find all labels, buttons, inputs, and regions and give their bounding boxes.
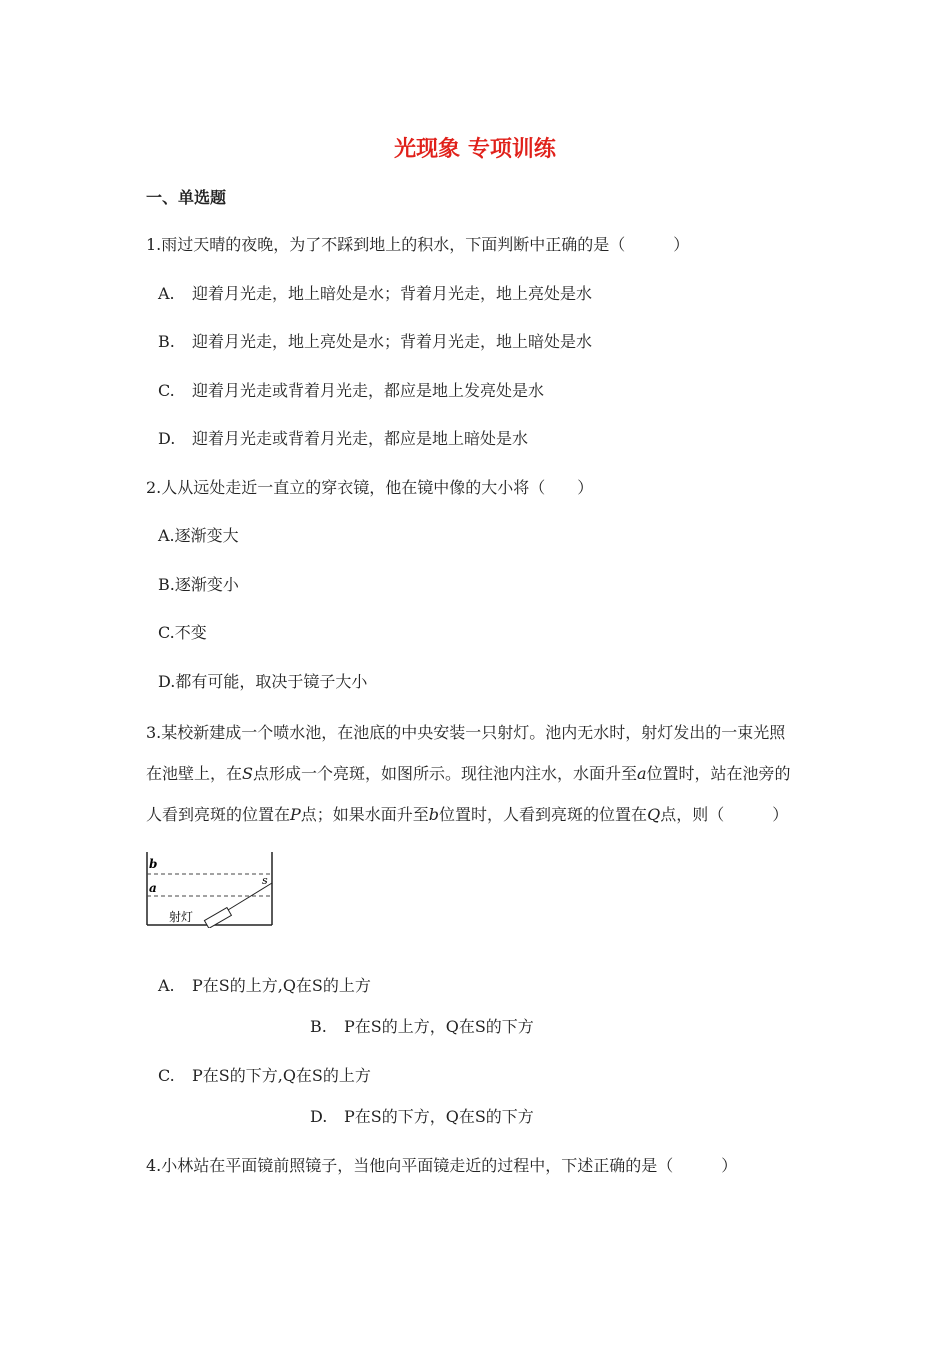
option-label: C. (158, 381, 175, 400)
page-title: 光现象 专项训练 (394, 137, 556, 162)
label-b: b (149, 857, 158, 871)
option-text: 迎着月光走或背着月光走，都应是地上发亮处是水 (192, 381, 545, 400)
question-3-line-3: 人看到亮斑的位置在P点；如果水面升至b位置时，人看到亮斑的位置在Q点，则（ ） (146, 805, 789, 824)
label-lamp: 射灯 (169, 910, 194, 924)
question-3-option-b[interactable] (310, 1017, 534, 1037)
question-3-option-d[interactable] (310, 1107, 534, 1127)
option-text: 迎着月光走，地上暗处是水；背着月光走，地上亮处是水 (192, 284, 593, 303)
question-3-option-c[interactable] (158, 1066, 371, 1086)
option-label: D. (310, 1107, 328, 1126)
option-label: D. (158, 429, 176, 448)
question-2-option-d[interactable]: D.都有可能，取决于镜子大小 (158, 672, 368, 691)
question-3-line-1: 3.某校新建成一个喷水池，在池底的中央安装一只射灯。池内无水时，射灯发出的一束光照 (146, 723, 786, 742)
question-1-stem: 1.雨过天晴的夜晚，为了不踩到地上的积水，下面判断中正确的是（ ） (146, 235, 690, 254)
option-text: P在S的下方,Q在S的上方 (192, 1066, 371, 1085)
question-1-option-b[interactable] (158, 332, 592, 352)
option-label: B. (158, 332, 175, 351)
option-label: A. (158, 284, 175, 303)
option-text: P在S的上方,Q在S的上方 (192, 976, 371, 995)
option-label: B. (310, 1017, 327, 1036)
option-text: 迎着月光走或背着月光走，都应是地上暗处是水 (192, 429, 529, 448)
option-label: A. (158, 976, 175, 995)
question-3-stem (146, 712, 791, 835)
question-2-stem: 2.人从远处走近一直立的穿衣镜，他在镜中像的大小将（ ） (146, 478, 594, 497)
label-a: a (149, 881, 157, 895)
question-1-option-d[interactable] (158, 429, 528, 449)
option-text: P在S的上方，Q在S的下方 (344, 1017, 534, 1036)
option-text: P在S的下方，Q在S的下方 (344, 1107, 534, 1126)
question-2-option-b[interactable]: B.逐渐变小 (158, 575, 239, 594)
option-label: C. (158, 1066, 175, 1085)
question-3-line-2: 在池壁上，在S点形成一个亮斑，如图所示。现往池内注水，水面升至a位置时，站在池旁的 (146, 764, 791, 783)
question-2-option-c[interactable]: C.不变 (158, 623, 207, 642)
section-heading: 一、单选题 (146, 188, 227, 207)
question-1-option-a[interactable] (158, 284, 592, 304)
question-1-option-c[interactable] (158, 381, 544, 401)
label-s: s (262, 874, 268, 887)
pool-diagram (142, 850, 278, 928)
option-text: 迎着月光走，地上亮处是水；背着月光走，地上暗处是水 (192, 332, 593, 351)
question-2-option-a[interactable]: A.逐渐变大 (158, 526, 239, 545)
question-4-stem: 4.小林站在平面镜前照镜子，当他向平面镜走近的过程中，下述正确的是（ ） (146, 1156, 738, 1175)
question-3-option-a[interactable] (158, 976, 371, 996)
